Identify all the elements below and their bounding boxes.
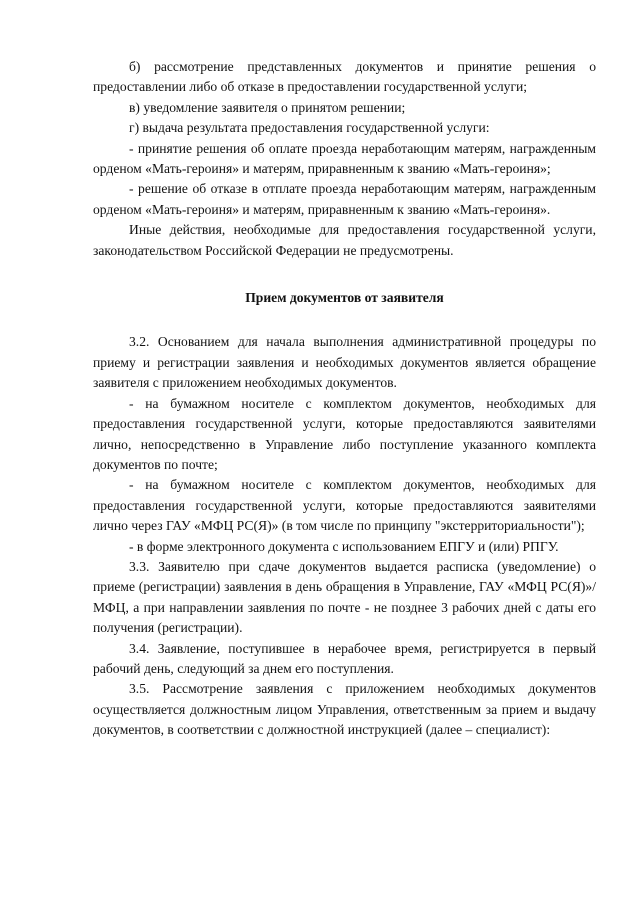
paragraph: - принятие решения об оплате проезда неработающим матерям, награжденным орденом «Мать-героиня» и матерям, приравненным к званию «Мать-героиня»; [93,140,596,177]
paragraph: - решение об отказе в отплате проезда неработающим матерям, награжденным орденом «Мать-героиня» и матерям, приравненным к званию «Мать-героиня». [93,181,596,217]
paragraph: 3.5. Рассмотрение заявления с приложением необходимых документов осуществляется должностным лицом Управления, ответственным за прием и выдачу документов, в соответствии с должностной инструкцией (далее – специалист): [93,681,596,738]
paragraph: 3.4. Заявление, поступившее в нерабочее время, регистрируется в первый рабочий день, следующий за днем его поступления. [93,640,596,676]
paragraph: б) рассмотрение представленных документов и принятие решения о предоставлении либо об отказе в предоставлении государственной услуги; [93,59,596,95]
paragraph: г) выдача результата предоставления государственной услуги: [129,120,490,136]
paragraph: Иные действия, необходимые для предоставления государственной услуги, законодательством Российской Федерации не предусмотрены. [93,222,596,258]
section-heading: Прием документов от заявителя [245,290,444,306]
document-body [93,57,596,741]
paragraph: 3.3. Заявителю при сдаче документов выдается расписка (уведомление) о приеме (регистрации) заявления в день обращения в Управление, ГАУ «МФЦ РС(Я)»/МФЦ, а при направлении заявления по почте - не позднее 3 рабочих дней с даты его получения (регистрации). [93,558,596,636]
paragraph: в) уведомление заявителя о принятом решении; [129,99,406,115]
paragraph: - в форме электронного документа с использованием ЕПГУ и (или) РПГУ. [129,538,559,554]
paragraph: - на бумажном носителе с комплектом документов, необходимых для предоставления государственной услуги, которые предоставляются заявителями лично через ГАУ «МФЦ РС(Я)» (в том числе по принципу "экстерриториальности"); [93,477,596,534]
paragraph: 3.2. Основанием для начала выполнения административной процедуры по приему и регистрации заявления и необходимых документов является обращение заявителя с приложением необходимых документов. [93,334,596,391]
paragraph: - на бумажном носителе с комплектом документов, необходимых для предоставления государственной услуги, которые предоставляются заявителями лично, непосредственно в Управление либо поступление указанного комплекта документов по почте; [93,395,596,472]
